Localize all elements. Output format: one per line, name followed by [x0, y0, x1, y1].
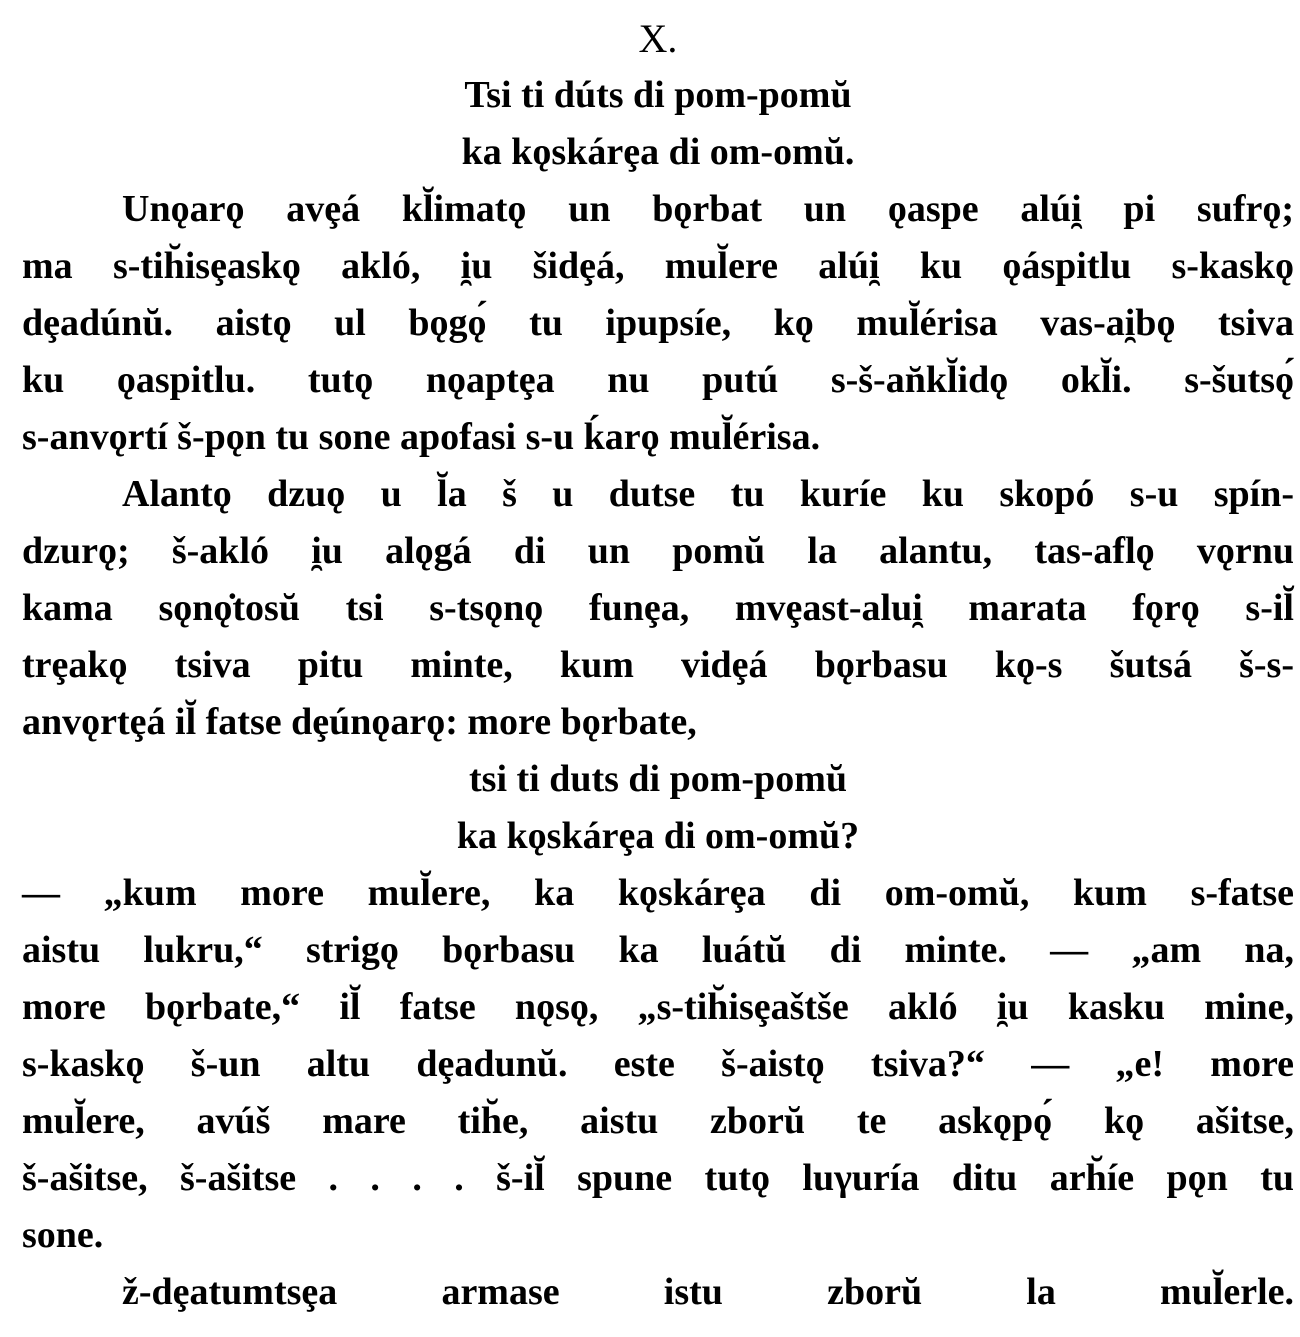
text-line: — „kum more mul̆ere, ka kǫskárȩa di om-omŭ, kum s-fatse — [22, 872, 1294, 914]
story-text — [22, 67, 1294, 1321]
text-line: ku ǫaspitlu. tutǫ nǫaptȩa nu putú s-š-an̆kl̆idǫ okl̆i. s-šutsǫ́ — [22, 359, 1294, 401]
text-line: sone. — [22, 1214, 104, 1256]
text-line: aistu lukru,“ strigǫ bǫrbasu ka luátŭ di minte. — „am na, — [22, 929, 1294, 971]
text-line: ma s-tih̆isȩaskǫ akló, i̯u šidȩá, mul̆ere alúi̯ ku ǫáspitlu s-kaskǫ — [22, 245, 1294, 287]
text-line: Unǫarǫ avȩá kl̆imatǫ un bǫrbat un ǫaspe alúi̯ pi sufrǫ; — [122, 188, 1294, 230]
text-line: š-ašitse, š-ašitse . . . . š-il̆ spune tutǫ luγuría ditu arh̆íe pǫn tu — [22, 1157, 1294, 1199]
text-line: anvǫrtȩá il̆ fatse dȩúnǫarǫ: more bǫrbate, — [22, 701, 697, 743]
text-line: Alantǫ dzuǫ u l̆a š u dutse tu kuríe ku skopó s-u spín- — [122, 473, 1294, 515]
text-line: trȩakǫ tsiva pitu minte, kum vidȩá bǫrbasu kǫ-s šutsá š-s- — [22, 644, 1294, 686]
text-line: ka kǫskárȩa di om-omŭ? — [456, 815, 860, 857]
text-line: Tsi ti dúts di pom-pomŭ — [464, 74, 852, 116]
text-line: s-kaskǫ š-un altu dȩadunŭ. este š-aistǫ tsiva?“ — „e! more — [22, 1043, 1294, 1085]
text-line: s-anvǫrtí š-pǫn tu sone apofasi s-u ḱarǫ mul̆érisa. — [22, 416, 821, 458]
text-line: tsi ti duts di pom-pomŭ — [469, 758, 847, 800]
text-line: dzurǫ; š-akló i̯u alǫgá di un pomŭ la alantu, tas-aflǫ vǫrnu — [22, 530, 1294, 572]
text-line: kama sǫnǫ̇tosŭ tsi s-tsǫnǫ funȩa, mvȩast-alui̯ marata fǫrǫ s-il̆ — [22, 587, 1294, 629]
text-line: ž-dȩatumtsȩa armase istu zborŭ la mul̆erle. — [122, 1271, 1294, 1313]
document-page — [22, 10, 1294, 1321]
chapter-heading: X. — [638, 16, 678, 61]
text-line: mul̆ere, avúš mare tih̆e, aistu zborŭ te askǫpǫ́ kǫ ašitse, — [22, 1100, 1294, 1142]
text-line: more bǫrbate,“ il̆ fatse nǫsǫ, „s-tih̆isȩaštše akló i̯u kasku mine, — [22, 986, 1294, 1028]
text-line: dȩadúnŭ. aistǫ ul bǫgǫ́ tu ipupsíe, kǫ mul̆érisa vas-ai̯bǫ tsiva — [22, 302, 1294, 344]
text-line: ka kǫskárȩa di om-omŭ. — [461, 131, 855, 173]
